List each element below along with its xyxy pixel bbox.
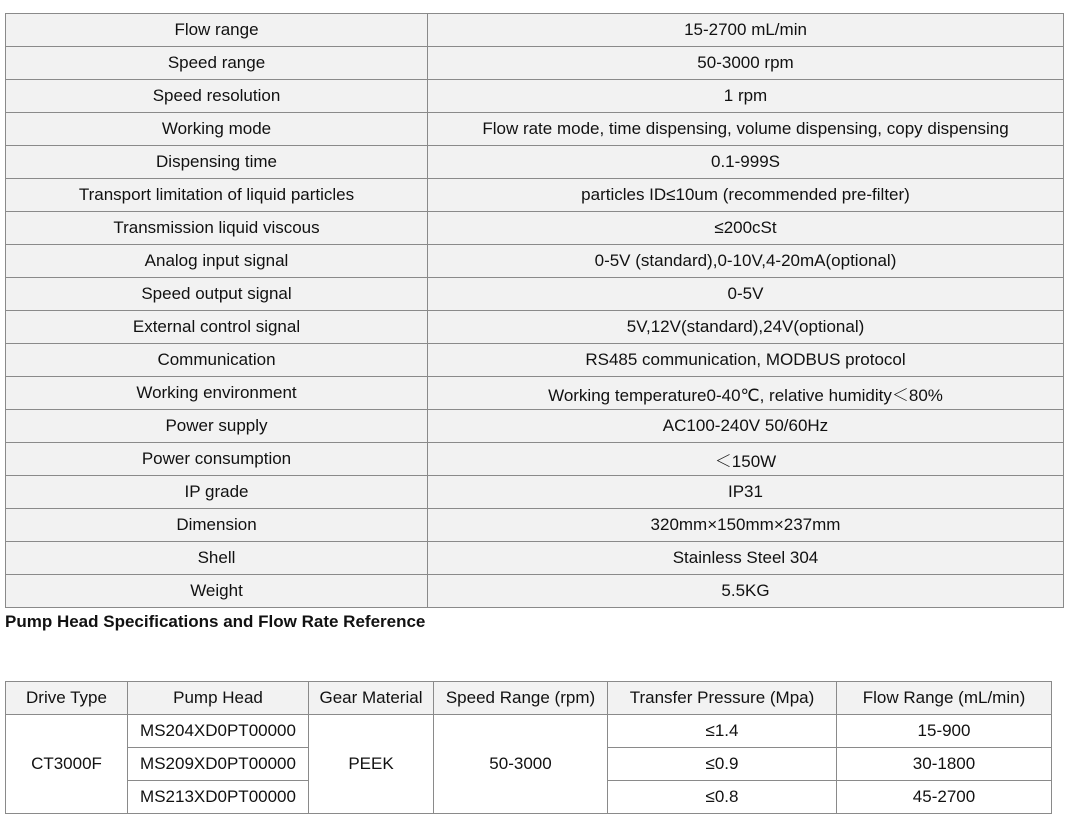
spec-value: 0-5V (standard),0-10V,4-20mA(optional) [428,245,1064,278]
spec-label: Analog input signal [6,245,428,278]
pressure-cell: ≤0.9 [608,748,837,781]
table-row [6,377,1064,410]
spec-label: Speed resolution [6,80,428,113]
table-row [6,113,1064,146]
pump-head-cell: MS204XD0PT00000 [128,715,309,748]
pressure-cell: ≤0.8 [608,781,837,814]
spec-label: Transport limitation of liquid particles [6,179,428,212]
pump-head-table [5,681,1052,814]
spec-label: Weight [6,575,428,608]
table-row [6,14,1064,47]
spec-label: Speed output signal [6,278,428,311]
flow-range-cell: 45-2700 [837,781,1052,814]
spec-value: 0.1-999S [428,146,1064,179]
table-row [6,278,1064,311]
spec-value: Working temperature0-40℃, relative humidity＜80% [428,377,1064,410]
table-row [6,509,1064,542]
spec-value: RS485 communication, MODBUS protocol [428,344,1064,377]
spec-label: Communication [6,344,428,377]
spec-value: Flow rate mode, time dispensing, volume dispensing, copy dispensing [428,113,1064,146]
spec-label: Power consumption [6,443,428,476]
spec-label: Power supply [6,410,428,443]
table-row [6,179,1064,212]
spec-value: ＜150W [428,443,1064,476]
column-header-gear-material: Gear Material [309,682,434,715]
spec-label: Flow range [6,14,428,47]
spec-label: IP grade [6,476,428,509]
section-title: Pump Head Specifications and Flow Rate Reference [5,612,426,631]
spec-value: particles ID≤10um (recommended pre-filter) [428,179,1064,212]
spec-label: Dispensing time [6,146,428,179]
spec-value: AC100-240V 50/60Hz [428,410,1064,443]
spec-label: Shell [6,542,428,575]
speed-range-cell: 50-3000 [434,715,608,814]
spec-value: 5V,12V(standard),24V(optional) [428,311,1064,344]
spec-label: Working mode [6,113,428,146]
pressure-cell: ≤1.4 [608,715,837,748]
column-header-drive-type: Drive Type [6,682,128,715]
flow-range-cell: 15-900 [837,715,1052,748]
table-row [6,410,1064,443]
table-row [6,344,1064,377]
column-header-transfer-pressure: Transfer Pressure (Mpa) [608,682,837,715]
spec-label: Working environment [6,377,428,410]
table-row [6,542,1064,575]
table-row [6,146,1064,179]
table-row [6,443,1064,476]
table-row [6,245,1064,278]
column-header-pump-head: Pump Head [128,682,309,715]
spec-value: Stainless Steel 304 [428,542,1064,575]
drive-type-cell: CT3000F [6,715,128,814]
column-header-speed-range: Speed Range (rpm) [434,682,608,715]
spec-value: 1 rpm [428,80,1064,113]
spec-label: External control signal [6,311,428,344]
table-row [6,80,1064,113]
flow-range-cell: 30-1800 [837,748,1052,781]
table-row [6,575,1064,608]
spec-label: Dimension [6,509,428,542]
table-row [6,212,1064,245]
spec-value: 320mm×150mm×237mm [428,509,1064,542]
spec-value: ≤200cSt [428,212,1064,245]
table-row [6,311,1064,344]
table-row [6,715,1052,748]
spec-value: 0-5V [428,278,1064,311]
spec-table [5,13,1064,608]
pump-head-cell: MS213XD0PT00000 [128,781,309,814]
table-row [6,476,1064,509]
table-header-row [6,682,1052,715]
pump-head-cell: MS209XD0PT00000 [128,748,309,781]
spec-value: 5.5KG [428,575,1064,608]
spec-value: 15-2700 mL/min [428,14,1064,47]
gear-material-cell: PEEK [309,715,434,814]
spec-value: IP31 [428,476,1064,509]
table-row [6,47,1064,80]
spec-label: Transmission liquid viscous [6,212,428,245]
spec-label: Speed range [6,47,428,80]
spec-value: 50-3000 rpm [428,47,1064,80]
column-header-flow-range: Flow Range (mL/min) [837,682,1052,715]
